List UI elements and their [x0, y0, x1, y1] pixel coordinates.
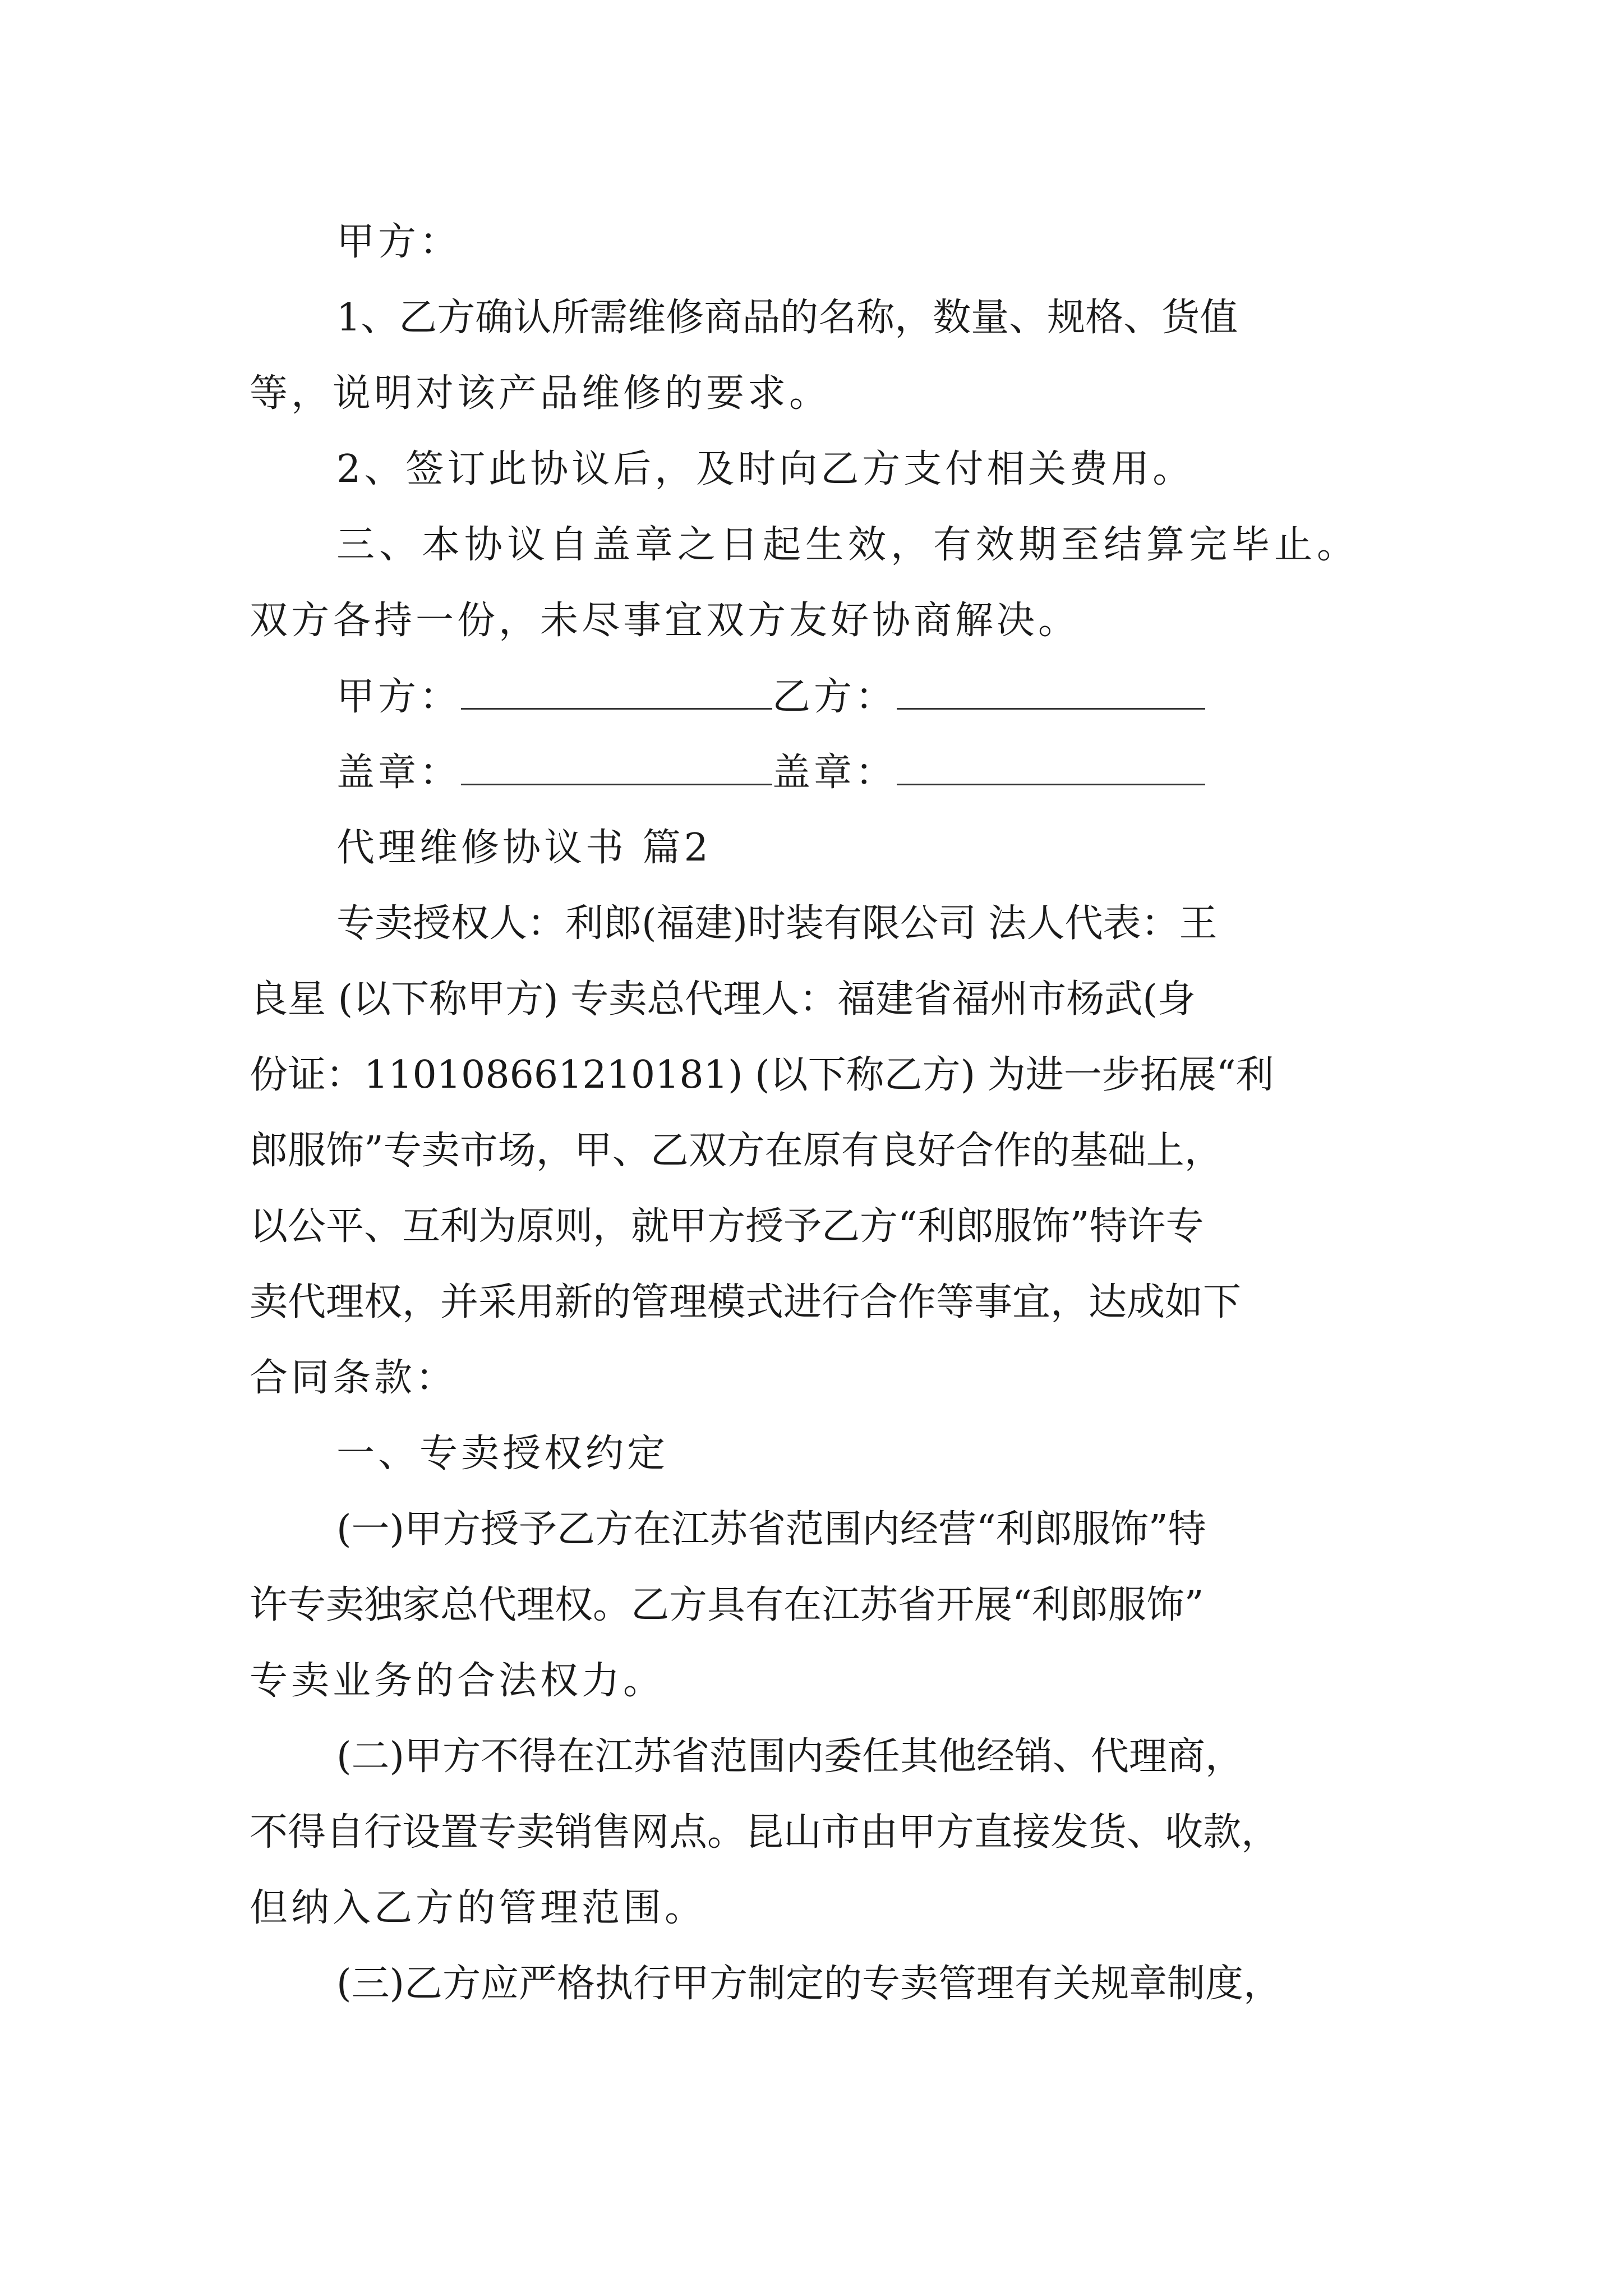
seal-a-blank[interactable] [461, 750, 772, 785]
paragraph-line: (二)甲方不得在江苏省范围内委任其他经销、代理商， [336, 1734, 1244, 1779]
paragraph-line: 2、签订此协议后，及时向乙方支付相关费用。 [336, 447, 1195, 491]
paragraph-line: (一)甲方授予乙方在江苏省范围内经营“利郎服饰”特 [336, 1507, 1206, 1552]
paragraph-line: 专卖业务的合法权力。 [250, 1659, 665, 1703]
paragraph-line: 卖代理权，并采用新的管理模式进行合作等事宜，达成如下 [250, 1280, 1242, 1324]
party-a-signature-blank[interactable] [461, 674, 772, 710]
clause-heading: 一、专卖授权约定 [336, 1432, 669, 1476]
paragraph-line: 良星 (以下称甲方) 专卖总代理人：福建省福州市杨武(身 [250, 977, 1196, 1022]
section-title: 代理维修协议书 篇2 [336, 826, 712, 870]
seal-b-label: 盖章： [772, 751, 897, 795]
seal-b-blank[interactable] [897, 750, 1205, 785]
paragraph-line: 不得自行设置专卖销售网点。昆山市由甲方直接发货、收款， [250, 1810, 1280, 1855]
paragraph-line: 许专卖独家总代理权。乙方具有在江苏省开展“利郎服饰” [250, 1583, 1204, 1627]
paragraph-line: 合同条款： [250, 1356, 458, 1400]
paragraph-line: 1、乙方确认所需维修商品的名称，数量、规格、货值 [336, 296, 1238, 340]
paragraph-line: 等，说明对该产品维修的要求。 [250, 371, 831, 416]
signature-row-seal [336, 750, 1205, 795]
party-a-label: 甲方： [336, 675, 462, 719]
party-a-heading: 甲方： [336, 220, 462, 264]
paragraph-line: 郎服饰”专卖市场，甲、乙双方在原有良好合作的基础上， [250, 1129, 1223, 1173]
paragraph-line: 份证：110108661210181) (以下称乙方) 为进一步拓展“利 [250, 1053, 1274, 1097]
paragraph-line: 以公平、互利为原则，就甲方授予乙方“利郎服饰”特许专 [250, 1204, 1204, 1249]
paragraph-line: (三)乙方应严格执行甲方制定的专卖管理有关规章制度， [336, 1962, 1282, 2006]
paragraph-line: 但纳入乙方的管理范围。 [250, 1886, 707, 1930]
party-b-label: 乙方： [772, 675, 897, 719]
signature-row-party [336, 674, 1205, 720]
seal-a-label: 盖章： [336, 751, 462, 795]
party-b-signature-blank[interactable] [897, 674, 1205, 710]
paragraph-line: 专卖授权人：利郎(福建)时装有限公司 法人代表：王 [336, 901, 1218, 946]
paragraph-line: 三、本协议自盖章之日起生效，有效期至结算完毕止。 [336, 523, 1360, 567]
paragraph-line: 双方各持一份，未尽事宜双方友好协商解决。 [250, 599, 1080, 643]
